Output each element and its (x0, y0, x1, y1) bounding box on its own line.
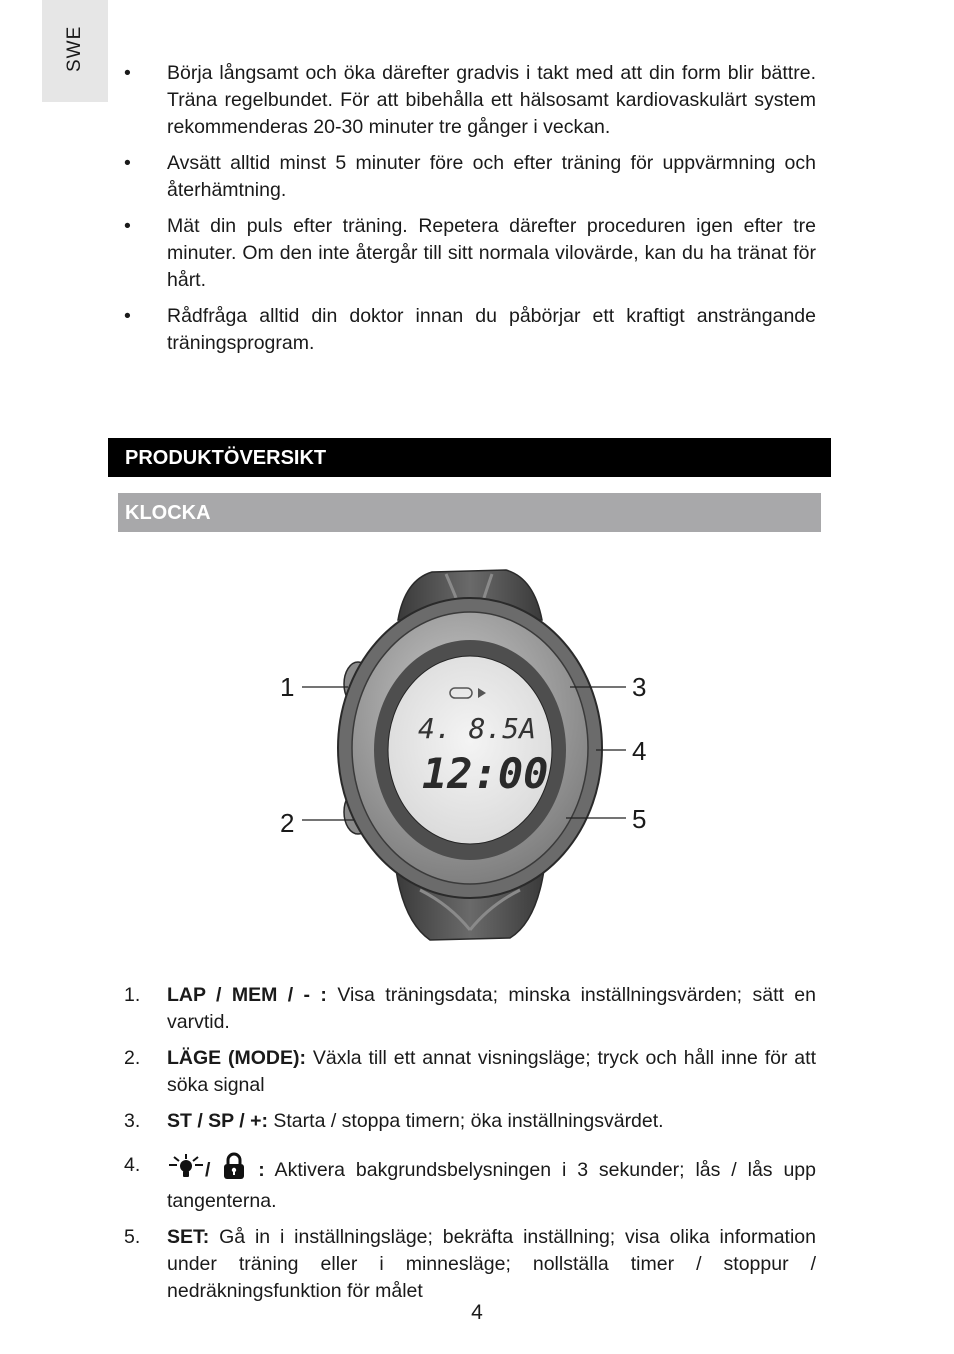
callout-4: 4 (632, 736, 647, 766)
list-item: 3. ST / SP / +: Starta / stoppa timern; öka inställningsvärdet. (124, 1110, 664, 1132)
callout-1: 1 (280, 672, 295, 702)
padlock-icon (221, 1152, 247, 1188)
language-tab (42, 0, 108, 102)
page-number: 4 (471, 1301, 483, 1324)
subsection-heading: KLOCKA (118, 493, 821, 532)
list-item: 1. LAP / MEM / - : Visa träningsdata; minska inställningsvärden; sätt en varvtid. (124, 984, 816, 1033)
button-function-list (120, 982, 816, 1314)
language-tab-label: SWE (64, 25, 85, 72)
display-top-readout: 4. 8.5A (418, 712, 537, 745)
list-item: 2. LÄGE (MODE): Växla till ett annat visningsläge; tryck och håll inne för att söka signal (124, 1047, 816, 1096)
bullet-item: • Rådfråga alltid din doktor innan du påbörjar ett kraftigt ansträngande träningsprogram. (124, 305, 816, 354)
watch-illustration (270, 560, 690, 950)
display-time-readout: 12:00 (422, 749, 549, 798)
bullet-item: • Mät din puls efter träning. Repetera därefter proceduren igen efter tre minuter. Om den inte återgår till sitt normala vilovärde, kan du ha tränat för hårt. (124, 215, 816, 291)
light-bulb-icon (167, 1154, 205, 1188)
callout-5: 5 (632, 804, 647, 834)
bullet-item: • Börja långsamt och öka därefter gradvis i takt med att din form blir bättre. Träna regelbundet. För att bibehålla ett hälsosamt kardiovaskulärt system rekommenderas 20-30 minuter tre gånger i veckan. (124, 62, 816, 138)
callout-3: 3 (632, 672, 647, 702)
section-heading: PRODUKTÖVERSIKT (108, 438, 831, 477)
bullet-item: • Avsätt alltid minst 5 minuter före och efter träning för uppvärmning och återhämtning. (124, 152, 816, 201)
list-item: 5. SET: Gå in i inställningsläge; bekräfta inställning; visa olika information under träning eller i minnesläge; nollställa timer / stoppur / nedräkningsfunktion för målet (124, 1226, 816, 1302)
callout-2: 2 (280, 808, 295, 838)
safety-bullet-list (120, 60, 816, 366)
list-item: 4. / : Aktivera bakgrundsbelysningen i 3 sekunder; lås / lås upp tangenterna. (124, 1154, 816, 1212)
